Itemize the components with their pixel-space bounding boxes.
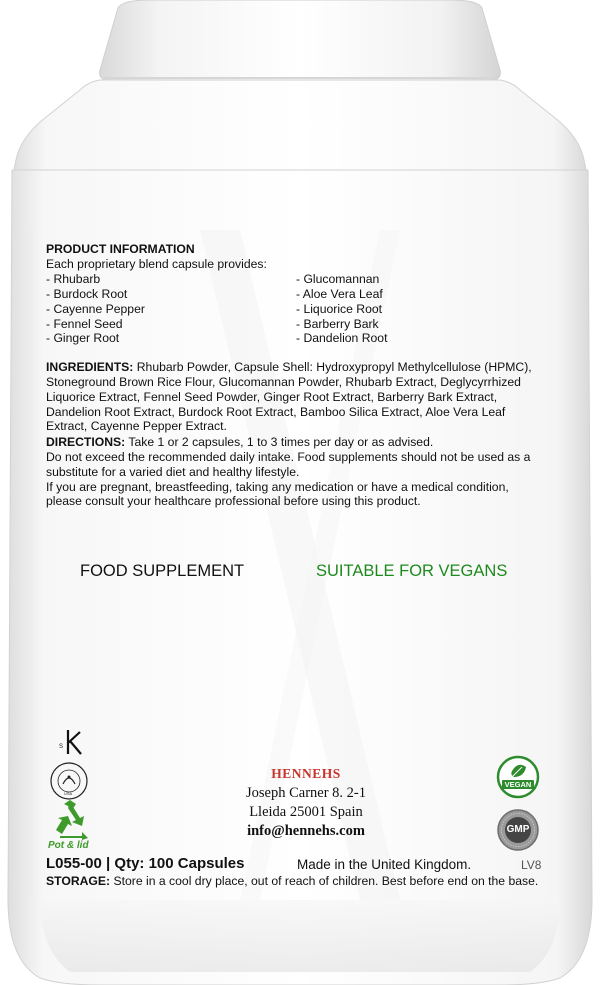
directions-line xyxy=(46,435,433,450)
food-supplement-text: FOOD SUPPLEMENT xyxy=(80,562,245,580)
suitable-for-vegans-text: SUITABLE FOR VEGANS xyxy=(316,562,508,580)
ingredients-label: INGREDIENTS: xyxy=(46,360,134,374)
storage-label: STORAGE: xyxy=(46,874,111,888)
blend-item-right: - Glucomannan xyxy=(296,272,380,286)
product-info-intro: Each proprietary blend capsule provides: xyxy=(46,257,267,271)
version-code: LV8 xyxy=(521,858,542,872)
company-name: HENNEHS xyxy=(271,766,341,781)
ingredients-line: Dandelion Root Extract, Burdock Root Extract, Bamboo Silica Extract, Aloe Vera Leaf xyxy=(46,405,506,419)
company-address-line1: Joseph Carner 8. 2-1 xyxy=(245,785,366,801)
blend-item-right: - Barberry Bark xyxy=(296,317,379,331)
storage-text: Store in a cool dry place, out of reach of children. Best before end on the base. xyxy=(110,874,539,888)
recycle-icon xyxy=(48,800,92,840)
gmp-badge-label: GMP xyxy=(506,824,530,835)
vegan-badge-label: VEGAN xyxy=(504,780,532,789)
blend-item-right: - Dandelion Root xyxy=(296,331,388,345)
ingredients-line: Extract, Cayenne Pepper Extract. xyxy=(46,419,227,433)
blend-item-right: - Aloe Vera Leaf xyxy=(296,287,383,301)
pot-lid-label: Pot & lid xyxy=(48,840,89,851)
k-logo-icon xyxy=(58,728,84,756)
halal-logo-icon xyxy=(44,760,94,802)
blend-item-left: - Burdock Root xyxy=(46,287,128,301)
directions-text: Take 1 or 2 capsules, 1 to 3 times per day or as advised. xyxy=(125,435,434,449)
blend-item-left: - Rhubarb xyxy=(46,272,101,286)
ingredients-line: Liquorice Extract, Fennel Seed Powder, Ginger Root Extract, Barberry Bark Extract, xyxy=(46,390,498,404)
vegan-badge-icon xyxy=(496,755,540,799)
blend-item-left: - Ginger Root xyxy=(46,331,120,345)
company-email: info@hennehs.com xyxy=(247,823,365,839)
blend-item-right: - Liquorice Root xyxy=(296,302,383,316)
blend-item-left: - Cayenne Pepper xyxy=(46,302,145,316)
directions-line: If you are pregnant, breastfeeding, taking any medication or have a medical condition, xyxy=(46,480,509,494)
company-address-line2: Lleida 25001 Spain xyxy=(249,804,363,820)
directions-line: Do not exceed the recommended daily intake. Food supplements should not be used as a xyxy=(46,450,531,464)
made-in-text: Made in the United Kingdom. xyxy=(297,857,472,872)
storage-line xyxy=(46,874,538,889)
directions-line: substitute for a varied diet and healthy lifestyle. xyxy=(46,465,300,479)
directions-line: please consult your healthcare professional before using this product. xyxy=(46,494,421,508)
product-info-heading: PRODUCT INFORMATION xyxy=(46,242,195,256)
ingredients-text: Rhubarb Powder, Capsule Shell: Hydroxypropyl Methylcellulose (HPMC), xyxy=(133,360,532,374)
lot-qty-text: L055-00 | Qty: 100 Capsules xyxy=(46,855,245,872)
gmp-badge-icon xyxy=(496,808,540,852)
ingredients-line xyxy=(46,360,532,375)
ingredients-line: Stoneground Brown Rice Flour, Glucomannan Powder, Rhubarb Extract, Deglycyrrhized xyxy=(46,375,521,389)
svg-text:S: S xyxy=(59,744,64,750)
blend-item-left: - Fennel Seed xyxy=(46,317,123,331)
directions-label: DIRECTIONS: xyxy=(46,435,126,449)
halal-logo-sub: USA xyxy=(64,791,73,796)
